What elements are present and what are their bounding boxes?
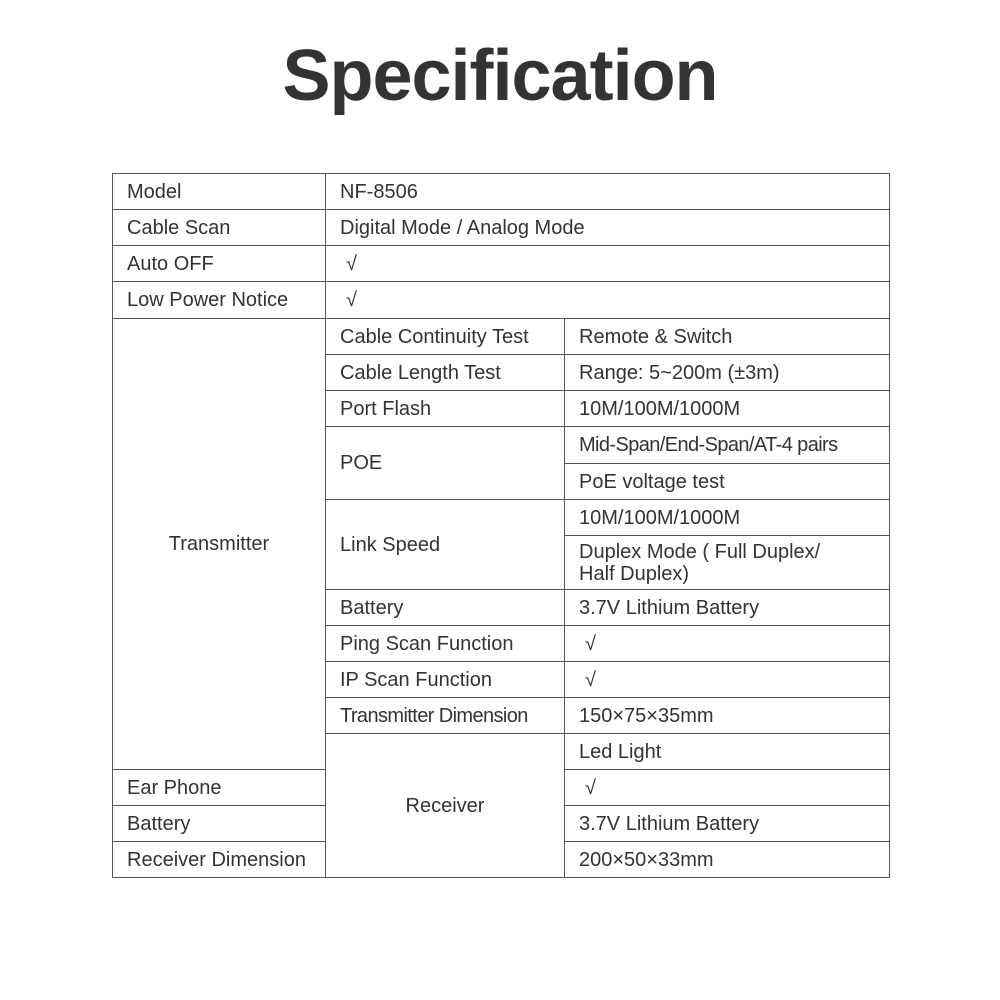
row-label-cable-continuity: Cable Continuity Test [326,319,565,355]
row-label-model: Model [113,174,326,210]
row-label-transmitter-dimension: Transmitter Dimension [326,698,565,734]
row-value-transmitter-dimension: 150×75×35mm [565,698,890,734]
row-value-auto-off [326,246,890,282]
row-label-led-light: Led Light [565,734,890,770]
row-value-low-power [326,282,890,319]
table-row-cable-continuity [113,319,890,355]
check-mark-icon: √ [585,776,596,799]
table-row-auto-off [113,246,890,282]
row-value-poe-voltage: PoE voltage test [565,464,890,500]
duplex-line-1: Duplex Mode ( Full Duplex/ [579,540,821,563]
row-value-ear-phone [565,770,890,806]
table-row-low-power [113,282,890,319]
page-title: Specification [282,36,718,116]
row-label-ping-scan: Ping Scan Function [326,626,565,662]
row-value-port-flash: 10M/100M/1000M [565,391,890,427]
row-value-receiver-dimension: 200×50×33mm [565,842,890,878]
row-value-cable-length: Range: 5~200m (±3m) [565,355,890,391]
row-label-cable-length: Cable Length Test [326,355,565,391]
table-row-cable-scan [113,210,890,246]
row-label-poe: POE [326,427,565,500]
row-value-receiver-battery: 3.7V Lithium Battery [565,806,890,842]
check-mark-icon: √ [585,632,596,655]
row-label-cable-scan: Cable Scan [113,210,326,246]
row-value-cable-continuity: Remote & Switch [565,319,890,355]
row-label-ear-phone: Ear Phone [113,770,326,806]
row-label-receiver-battery: Battery [113,806,326,842]
row-label-battery: Battery [326,590,565,626]
row-value-battery: 3.7V Lithium Battery [565,590,890,626]
row-label-low-power: Low Power Notice [113,282,326,319]
group-label-transmitter: Transmitter [113,319,326,770]
row-value-duplex-mode [565,536,890,590]
row-label-auto-off: Auto OFF [113,246,326,282]
row-value-ping-scan [565,626,890,662]
row-value-model: NF-8506 [326,174,890,210]
check-mark-icon: √ [346,252,357,275]
row-value-poe-mode: Mid-Span/End-Span/AT-4 pairs [565,427,890,464]
row-label-receiver-dimension: Receiver Dimension [113,842,326,878]
row-label-ip-scan: IP Scan Function [326,662,565,698]
duplex-line-2: Half Duplex) [579,562,690,585]
row-label-port-flash: Port Flash [326,391,565,427]
specification-table [112,173,890,878]
table-row-model [113,174,890,210]
check-mark-icon: √ [585,668,596,691]
row-value-link-speed: 10M/100M/1000M [565,500,890,536]
row-label-link-speed: Link Speed [326,500,565,590]
row-value-cable-scan: Digital Mode / Analog Mode [326,210,890,246]
check-mark-icon: √ [346,289,357,311]
group-label-receiver: Receiver [326,734,565,878]
row-value-ip-scan [565,662,890,698]
